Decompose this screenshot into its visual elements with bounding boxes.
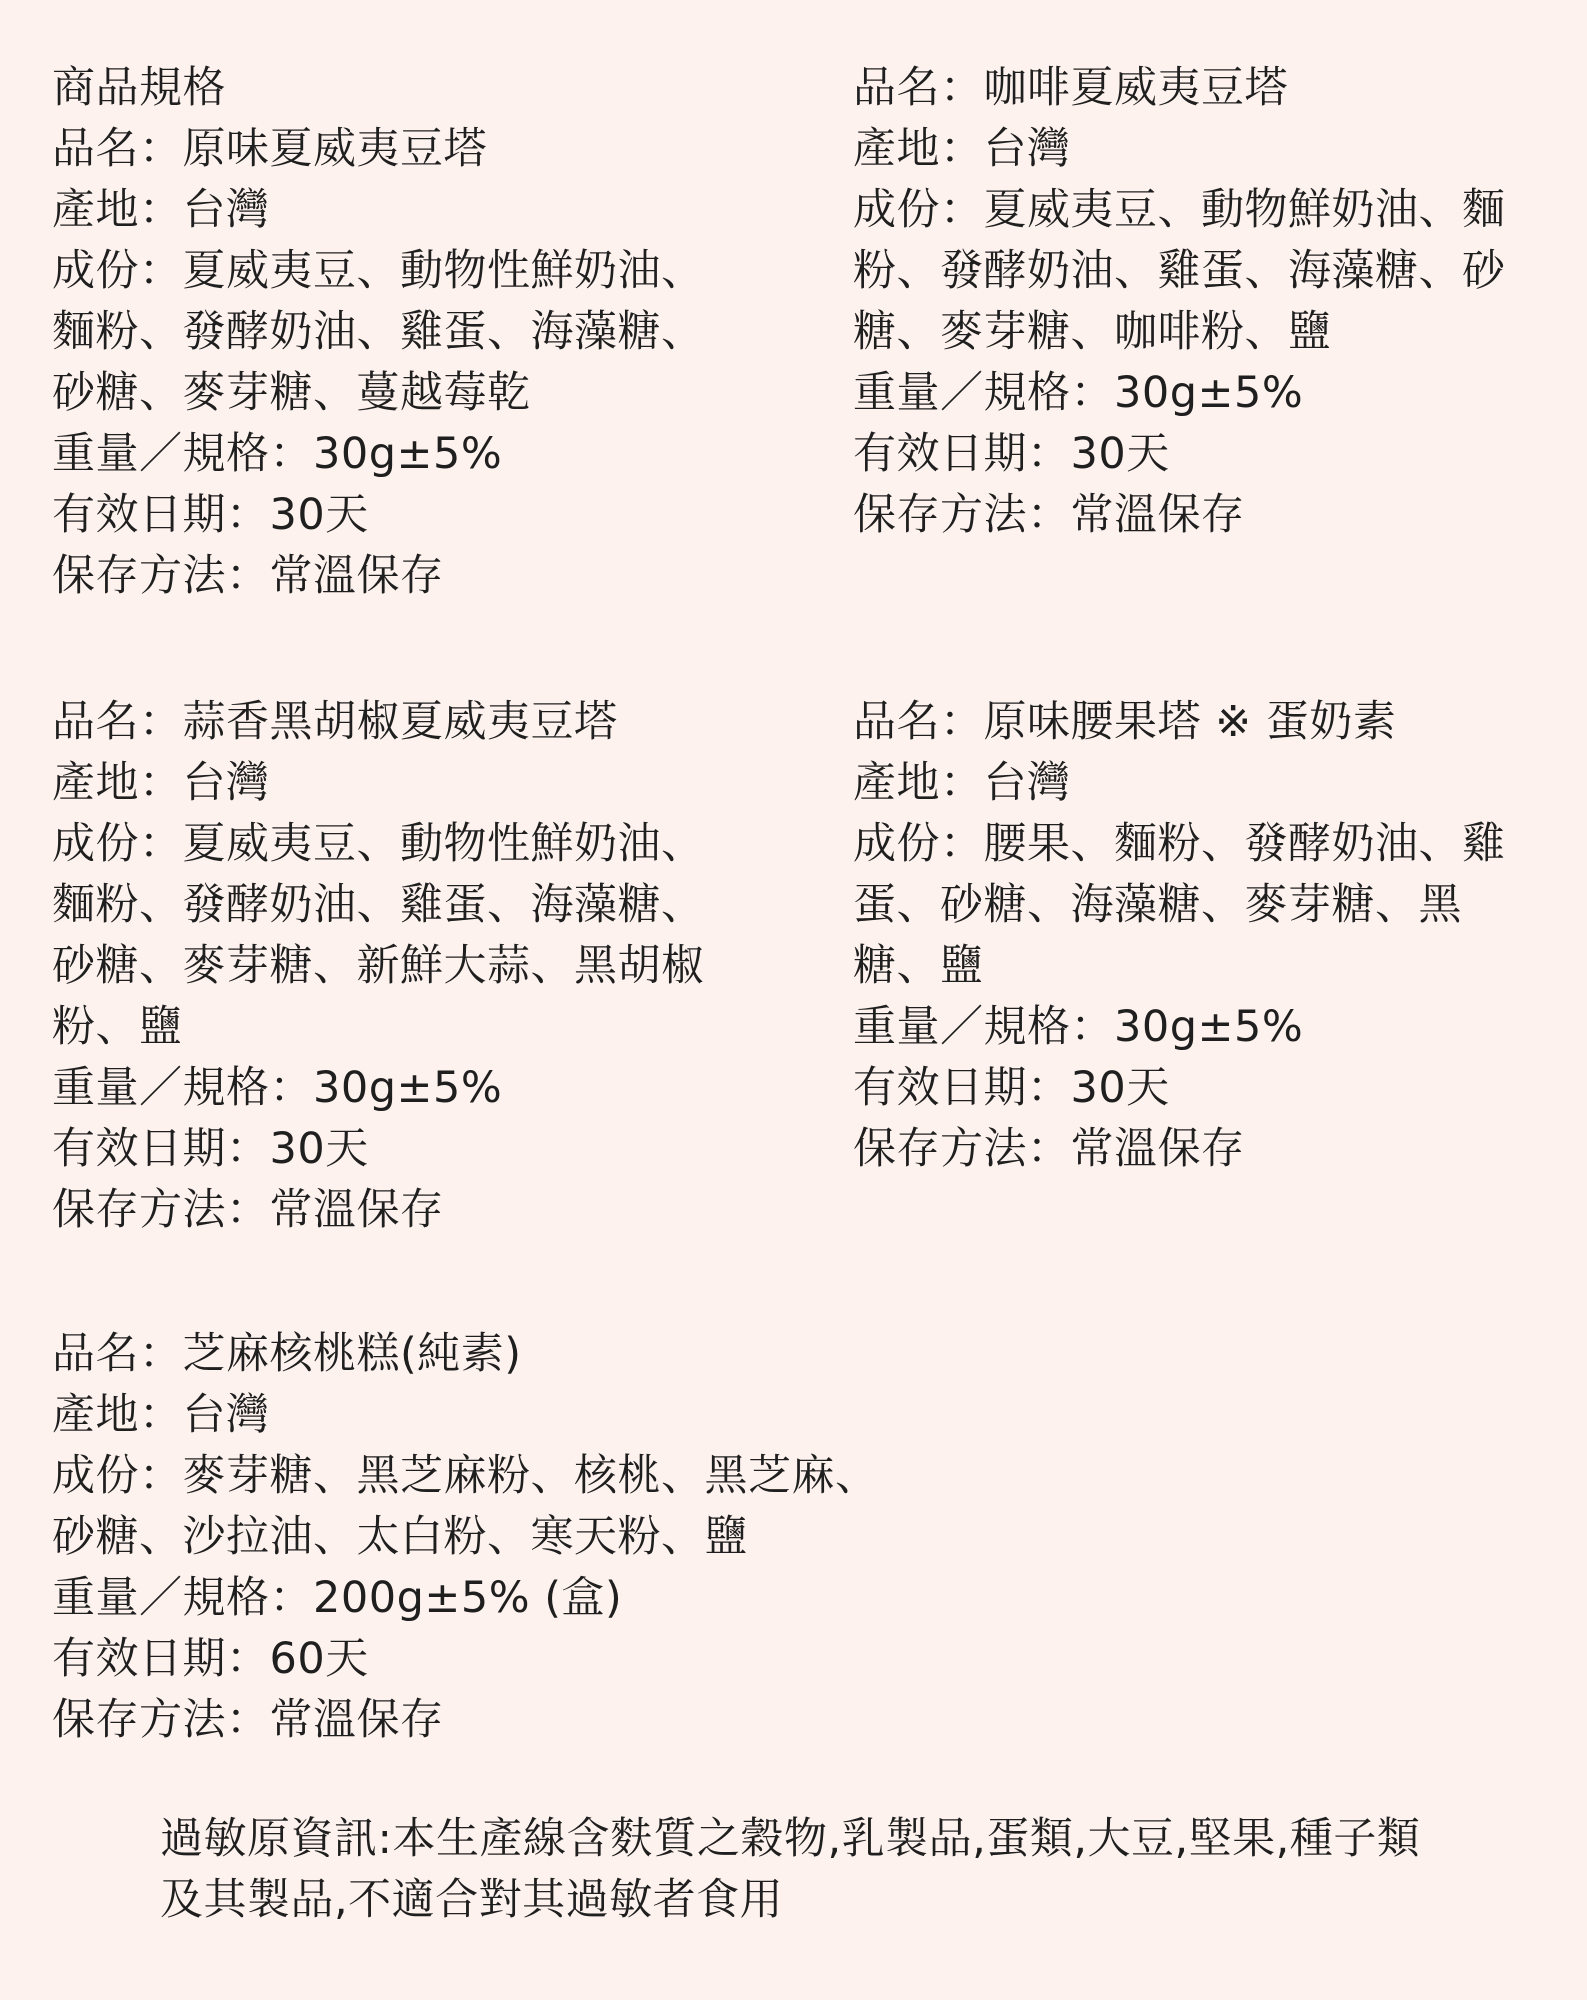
product-name: 品名：芝麻核桃糕(純素) (52, 1329, 522, 1379)
product-shelf-life: 有效日期：30天 (52, 490, 369, 540)
product-ingredients: 粉、發酵奶油、雞蛋、海藻糖、砂 (853, 246, 1506, 296)
product-spec-original-cashew-tart (853, 692, 1553, 1180)
product-ingredients: 成份：腰果、麵粉、發酵奶油、雞 (853, 819, 1506, 869)
allergen-text: 及其製品,不適合對其過敏者食用 (160, 1875, 784, 1925)
product-ingredients: 糖、麥芽糖、咖啡粉、鹽 (853, 307, 1332, 357)
product-ingredients: 麵粉、發酵奶油、雞蛋、海藻糖、 (52, 307, 705, 357)
product-weight: 重量／規格：30g±5% (853, 368, 1304, 418)
product-shelf-life: 有效日期：30天 (52, 1124, 369, 1174)
product-origin: 產地：台灣 (853, 758, 1071, 808)
product-shelf-life: 有效日期：60天 (52, 1634, 369, 1684)
allergen-notice (160, 1809, 1540, 1931)
product-ingredients: 成份：麥芽糖、黑芝麻粉、核桃、黑芝麻、 (52, 1451, 879, 1501)
product-ingredients: 成份：夏威夷豆、動物鮮奶油、麵 (853, 185, 1506, 235)
product-weight: 重量／規格：30g±5% (52, 429, 503, 479)
product-name: 品名：咖啡夏威夷豆塔 (853, 63, 1288, 113)
product-spec-original-macadamia-tart (52, 58, 772, 607)
product-spec-sesame-walnut-cake (52, 1324, 952, 1751)
product-storage: 保存方法：常溫保存 (853, 1124, 1245, 1174)
product-origin: 產地：台灣 (52, 1390, 270, 1440)
product-storage: 保存方法：常溫保存 (52, 1185, 444, 1235)
product-ingredients: 粉、鹽 (52, 1002, 183, 1052)
product-spec-coffee-macadamia-tart (853, 58, 1553, 546)
product-spec-garlic-pepper-macadamia-tart (52, 692, 772, 1241)
product-ingredients: 成份：夏威夷豆、動物性鮮奶油、 (52, 246, 705, 296)
product-ingredients: 砂糖、麥芽糖、新鮮大蒜、黑胡椒 (52, 941, 705, 991)
product-ingredients: 砂糖、沙拉油、太白粉、寒天粉、鹽 (52, 1512, 748, 1562)
product-ingredients: 蛋、砂糖、海藻糖、麥芽糖、黑 (853, 880, 1462, 930)
product-weight: 重量／規格：200g±5% (盒) (52, 1573, 623, 1623)
product-origin: 產地：台灣 (52, 185, 270, 235)
product-storage: 保存方法：常溫保存 (52, 1695, 444, 1745)
product-weight: 重量／規格：30g±5% (853, 1002, 1304, 1052)
product-name: 品名：原味腰果塔 ※ 蛋奶素 (853, 697, 1397, 747)
product-storage: 保存方法：常溫保存 (52, 551, 444, 601)
product-shelf-life: 有效日期：30天 (853, 429, 1170, 479)
allergen-text: 過敏原資訊:本生產線含麩質之穀物,乳製品,蛋類,大豆,堅果,種子類 (160, 1814, 1421, 1864)
spec-section-title: 商品規格 (52, 63, 226, 113)
product-ingredients: 糖、鹽 (853, 941, 984, 991)
product-name: 品名：蒜香黑胡椒夏威夷豆塔 (52, 697, 618, 747)
product-name: 品名：原味夏威夷豆塔 (52, 124, 487, 174)
product-ingredients: 成份：夏威夷豆、動物性鮮奶油、 (52, 819, 705, 869)
product-weight: 重量／規格：30g±5% (52, 1063, 503, 1113)
product-origin: 產地：台灣 (52, 758, 270, 808)
product-ingredients: 麵粉、發酵奶油、雞蛋、海藻糖、 (52, 880, 705, 930)
product-shelf-life: 有效日期：30天 (853, 1063, 1170, 1113)
product-origin: 產地：台灣 (853, 124, 1071, 174)
product-ingredients: 砂糖、麥芽糖、蔓越莓乾 (52, 368, 531, 418)
product-storage: 保存方法：常溫保存 (853, 490, 1245, 540)
